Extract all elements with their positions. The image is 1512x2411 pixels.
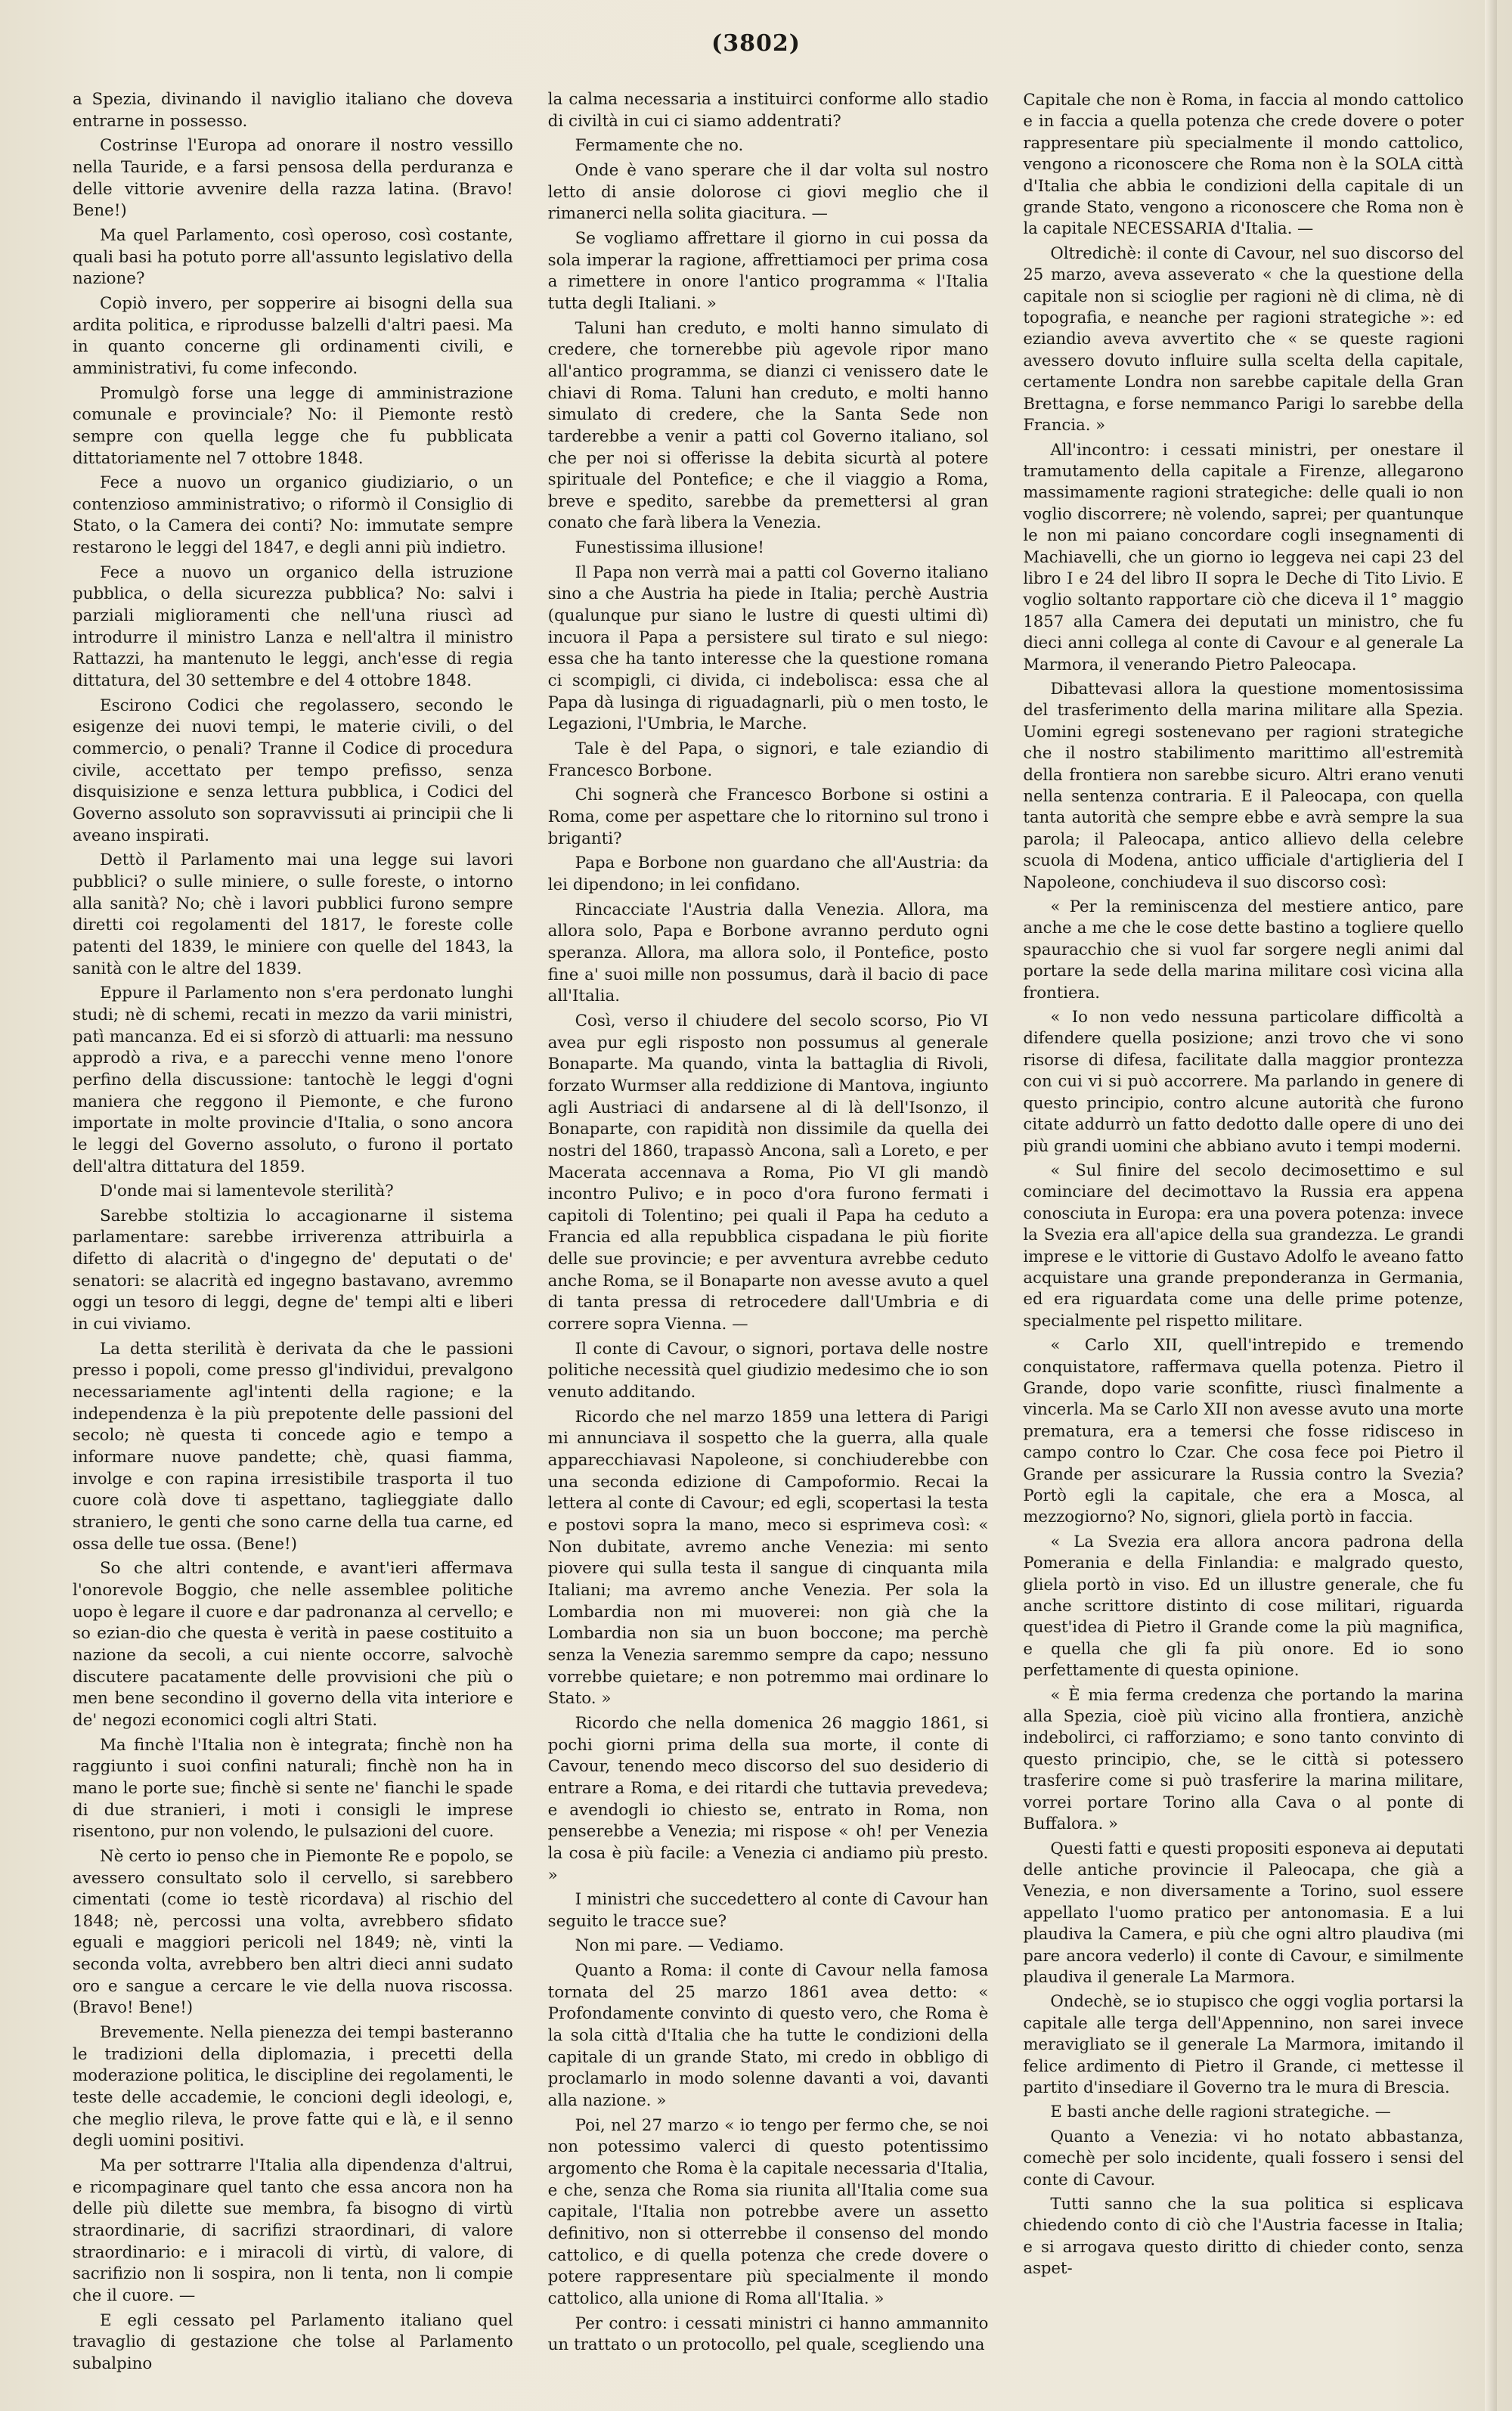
- paragraph: Ma finchè l'Italia non è integrata; finchè non ha raggiunto i suoi confini naturali; finchè non ha in mano le porte sue; finchè si sente ne' fianchi le spade di due stranieri, i moti i consigli le imprese risentono, pur non volendo, le pulsazioni del cuore.: [73, 1735, 513, 1842]
- paragraph: Il conte di Cavour, o signori, portava delle nostre politiche necessità quel giudizio medesimo che io son venuto additando.: [547, 1339, 989, 1402]
- text-columns: [73, 89, 1464, 2381]
- paragraph: Oltredichè: il conte di Cavour, nel suo discorso del 25 marzo, aveva asseverato « che la questione della capitale non si scioglie per ragioni nè di clima, nè di topografia, e neanche per ragioni strategiche »: ed eziandio aveva avvertito che « se queste ragioni avessero dovuto influire sulla scelta della capitale, certamente Londra non sarebbe capitale della Gran Brettagna, e forse nemmanco Parigi lo sarebbe della Francia. »: [1023, 243, 1464, 435]
- paragraph: la calma necessaria a instituirci conforme allo stadio di civiltà in cui ci siamo addentrati?: [547, 90, 989, 131]
- paragraph: So che altri contende, e avant'ieri affermava l'onorevole Boggio, che nelle assemblee politiche uopo è legare il cuore e dar padronanza al cervello; e so ezian-dio che questa è verità in paese costituito a nazione da secoli, a cui niente occorre, salvochè discutere pacatamente delle provvisioni che più o men bene secondino il governo della vita interiore e de' negozi economici cogli altri Stati.: [73, 1559, 513, 1730]
- column-3: [1023, 89, 1464, 2381]
- paragraph: Ondechè, se io stupisco che oggi voglia portarsi la capitale alle terga dell'Appennino, non sarei invece meravigliato se il generale La Marmora, imitando il felice ardimento di Pietro il Grande, ci mettesse il partito d'insediare il Governo tra le mura di Brescia.: [1023, 1991, 1464, 2096]
- paragraph: Eppure il Parlamento non s'era perdonato lunghi studi; nè di schemi, recati in mezzo da varii ministri, patì mancanza. Ed ei si sforzò di attuarli: ma nessuno approdò a riva, e a parecchi venne meno l'onore perfino della discussione: tantochè le leggi d'ogni maniera che reggono il Piemonte, e che furono importate in molte provincie d'Italia, o sono ancora le leggi del Governo assoluto, o furono il portato dell'altra dittatura del 1859.: [73, 984, 513, 1176]
- paragraph: a Spezia, divinando il naviglio italiano che doveva entrarne in possesso.: [73, 90, 513, 131]
- paragraph: Se vogliamo affrettare il giorno in cui possa da sola imperar la ragione, affrettiamoci per prima cosa a rimettere in onore l'antico programma « l'Italia tutta degli Italiani. »: [547, 228, 989, 313]
- paragraph: Questi fatti e questi propositi esponeva ai deputati delle antiche provincie il Paleocapa, che già a Venezia, e non diversamente a Torino, suol essere appellato l'uomo pratico per antonomasia. E a lui plaudiva la Camera, e più che ogni altro plaudiva (mi pare ancora vederlo) il conte di Cavour, e similmente plaudiva il generale La Marmora.: [1023, 1838, 1464, 1986]
- column-1: [73, 89, 513, 2381]
- paragraph: Fece a nuovo un organico giudiziario, o un contenzioso amministrativo; o riformò il Consiglio di Stato, o la Camera dei conti? No: immutate sempre restarono le leggi del 1847, e degli anni più indietro.: [73, 473, 513, 558]
- paragraph: Costrinse l'Europa ad onorare il nostro vessillo nella Tauride, e a farsi pensosa della perduranza e delle vittorie avvenire della razza latina. (Bravo! Bene!): [73, 136, 513, 221]
- paragraph: Sarebbe stoltizia lo accagionarne il sistema parlamentare: sarebbe irriverenza attribuirla a difetto di alacrità o d'ingegno de' deputati o de' senatori: se alacrità ed ingegno bastavano, avremmo oggi un tesoro di leggi, degne de' tempi alti e liberi in cui viviamo.: [73, 1206, 513, 1334]
- paragraph: Nè certo io penso che in Piemonte Re e popolo, se avessero consultato solo il cervello, si sarebbero cimentati (come io testè ricordava) al rischio del 1848; nè, percossi una volta, avrebbero sfidato eguali e maggiori pericoli nel 1849; nè, vinti la seconda volta, avrebbero ben altri dieci anni sudato oro e sangue a cercare le vie della nuova riscossa. (Bravo! Bene!): [73, 1846, 513, 2018]
- paragraph: Escirono Codici che regolassero, secondo le esigenze dei nuovi tempi, le materie civili, o del commercio, o penali? Tranne il Codice di procedura civile, accettato per tempo prefisso, senza disquisizione e senza lettura pubblica, i Codici del Governo assoluto son sopravvissuti ai principii che li aveano inspirati.: [73, 696, 513, 845]
- paragraph: Ricordo che nella domenica 26 maggio 1861, si pochi giorni prima della sua morte, il conte di Cavour, tenendo meco discorso del suo desiderio di entrare a Roma, e dei ritardi che tuttavia prevedeva; e avendogli io chiesto se, entrato in Roma, non penserebbe a Venezia; mi rispose « oh! per Venezia la cosa è più facile: a Venezia ci andiamo più presto. »: [547, 1713, 989, 1885]
- paragraph: La detta sterilità è derivata da che le passioni presso i popoli, come presso gl'individui, prevalgono necessariamente agl'intenti della ragione; e la independenza è la più prepotente delle passioni del secolo; nè questa ti concede agio e tempo a informare nuove pandette; chè, quasi fiamma, involge e con rapina irresistibile trasporta il tuo cuore colà dove ti aspettano, taglieggiate dallo straniero, le genti che sono carne della tua carne, ed ossa delle tue ossa. (Bene!): [73, 1339, 513, 1554]
- paragraph: Papa e Borbone non guardano che all'Austria: da lei dipendono; in lei confidano.: [547, 854, 989, 894]
- paragraph: Ma quel Parlamento, così operoso, così costante, quali basi ha potuto porre all'assunto legislativo della nazione?: [73, 225, 513, 289]
- paragraph: Quanto a Venezia: vi ho notato abbastanza, comechè per solo incidente, quali fossero i sensi del conte di Cavour.: [1023, 2126, 1464, 2189]
- paragraph: Capitale che non è Roma, in faccia al mondo cattolico e in faccia a quella potenza che crede dovere o poter rappresentare più specialmente il mondo cattolico, vengono a riconoscere che Roma non è la SOLA città d'Italia che abbia le condizioni della capitale di un grande Stato, vengono a riconoscere che Roma non è la capitale NECESSARIA d'Italia. —: [1023, 90, 1464, 238]
- paragraph: Quanto a Roma: il conte di Cavour nella famosa tornata del 25 marzo 1861 avea detto: « Profondamente convinto di questo vero, che Roma è la sola città d'Italia che ha tutte le condizioni della capitale di un grande Stato, mi credo in obbligo di proclamarlo in modo solenne davanti a voi, davanti alla nazione. »: [547, 1961, 989, 2111]
- paragraph: Onde è vano sperare che il dar volta sul nostro letto di ansie dolorose ci giovi meglio che il rimanerci nella solita giacitura. —: [547, 160, 989, 224]
- paragraph: Tutti sanno che la sua politica si esplicava chiedendo conto di ciò che l'Austria facesse in Italia; e si arrogava questo diritto di chieder conto, senza aspet-: [1023, 2194, 1464, 2278]
- binding-edge: [1485, 0, 1497, 2411]
- paragraph: Rincacciate l'Austria dalla Venezia. Allora, ma allora solo, Papa e Borbone avranno perduto ogni speranza. Allora, ma allora solo, il Pontefice, posto fine a' suoi mille non possumus, darà il bacio di pace all'Italia.: [547, 900, 989, 1006]
- paragraph: Copiò invero, per sopperire ai bisogni della sua ardita politica, e riprodusse balzelli d'altri paesi. Ma in quanto concerne gli ordinamenti civili, e amministrativi, fu come infecondo.: [73, 293, 513, 378]
- paragraph: « Carlo XII, quell'intrepido e tremendo conquistatore, raffermava quella potenza. Pietro il Grande, dopo varie sconfitte, riuscì finalmente a vincerla. Ma se Carlo XII non avesse avuto una morte prematura, era a temersi che fosse ridisceso in campo contro lo Czar. Che cosa fece poi Pietro il Grande per assicurare la Russia contro la Svezia? Portò egli la capitale, che era a Mosca, al mezzogiorno? No, signori, gliela portò in faccia.: [1023, 1335, 1464, 1526]
- paragraph: E egli cessato pel Parlamento italiano quel travaglio di gestazione che tolse al Parlamento subalpino: [73, 2310, 513, 2373]
- paragraph: All'incontro: i cessati ministri, per onestare il tramutamento della capitale a Firenze, allegarono massimamente ragioni strategiche: delle quali io non voglio discorrere; nè volendo, saprei; per quantunque le non mi paiano concordare cogli insegnamenti di Machiavelli, che un giorno io leggeva nei capi 23 del libro I e 24 del libro II sopra le Deche di Tito Livio. E voglio soltanto rapportare ciò che diceva il 1° maggio 1857 alla Camera dei deputati un ministro, che fu dieci anni collega al conte di Cavour e al generale La Marmora, il venerando Pietro Paleocapa.: [1023, 439, 1464, 674]
- page-number: (3802): [711, 30, 801, 57]
- paragraph: « La Svezia era allora ancora padrona della Pomerania e della Finlandia: e malgrado questo, gliela portò in viso. Ed un illustre generale, che fu anche scrittore distinto di cose militari, riguarda quest'idea di Pietro il Grande come la più magnifica, e quella che gli fa più onore. Ed io sono perfettamente di questa opinione.: [1023, 1531, 1464, 1680]
- paragraph: Poi, nel 27 marzo « io tengo per fermo che, se noi non potessimo valerci di questo potentissimo argomento che Roma è la capitale necessaria d'Italia, e che, senza che Roma sia riunita all'Italia come sua capitale, l'Italia non potrebbe avere un assetto definitivo, non si otterrebbe il consenso del mondo cattolico, e di quella potenza che crede dovere o potere rappresentare più specialmente il mondo cattolico, alla unione di Roma all'Italia. »: [547, 2115, 989, 2308]
- paragraph: I ministri che succedettero al conte di Cavour han seguito le tracce sue?: [547, 1890, 989, 1931]
- paragraph: Taluni han creduto, e molti hanno simulato di credere, che tornerebbe più agevole ripor mano all'antico programma, se dianzi ci venissero date le chiavi di Roma. Taluni han creduto, e molti hanno simulato di credere, che la Santa Sede non tarderebbe a venir a patti col Governo italiano, sol che per noi si offerisse la debita sicurtà al potere spirituale del Pontefice; e che il viaggio a Roma, breve e spedito, sarebbe da premettersi al gran conato che farà libera la Venezia.: [547, 318, 989, 533]
- paragraph: Dettò il Parlamento mai una legge sui lavori pubblici? o sulle miniere, o sulle foreste, o intorno alla sanità? No; chè i lavori pubblici furono sempre diretti coi regolamenti del 1817, le foreste colle patenti del 1839, le miniere con quelle del 1843, la sanità con le altre del 1839.: [73, 851, 513, 978]
- paragraph: Ricordo che nel marzo 1859 una lettera di Parigi mi annunciava il sospetto che la guerra, alla quale apparecchiavasi Napoleone, si conchiuderebbe con una seconda edizione di Campoformio. Recai la lettera al conte di Cavour; ed egli, scopertasi la testa e postovi sopra la mano, meco si esprimeva così: « Non dubitate, avremo anche Venezia: mi sento piovere qui sulla testa il sangue di cinquanta mila Italiani; ma avremo anche Venezia. Per sola la Lombardia non mi muoverei: non già che la Lombardia non sia un buon boccone; ma perchè senza la Venezia saremmo sempre da capo; nessuno vorrebbe quietare; e non potremmo mai ordinare lo Stato. »: [547, 1407, 989, 1709]
- paragraph: « È mia ferma credenza che portando la marina alla Spezia, cioè più vicino alla frontiera, anzichè indebolirci, ci rafforziamo; e sono tanto convinto di questo principio, che, se le città si potessero trasferire come si può trasferire la marina militare, vorrei portare Torino alla Cava o al ponte di Buffalora. »: [1023, 1684, 1464, 1833]
- paragraph: Così, verso il chiudere del secolo scorso, Pio VI avea pur egli risposto non possumus al generale Bonaparte. Ma quando, vinta la battaglia di Rivoli, forzato Wurmser alla reddizione di Mantova, ingiunto agli Austriaci di andarsene al di là dell'Isonzo, il Bonaparte, con rapidità non dissimile da quella dei nostri del 1860, trapassò Ancona, salì a Loreto, e per Macerata accennava a Roma, Pio VI gli mandò incontro Pulivo; e in poco d'ora furono fermati i capitoli di Tolentino; pei quali il Papa ha ceduto a Francia ed alla repubblica cispadana le più fiorite delle sue provincie; e per avventura avrebbe ceduto anche Roma, se il Bonaparte non avesse avuto a quel di tanta pressa di retrocedere dall'Umbria e di correre sopra Vienna. —: [547, 1011, 989, 1334]
- paragraph: Per contro: i cessati ministri ci hanno ammannito un trattato o un protocollo, pel quale, scegliendo una: [547, 2313, 989, 2355]
- paragraph: Funestissima illusione!: [575, 538, 764, 558]
- paragraph: « Per la reminiscenza del mestiere antico, pare anche a me che le cose dette bastino a togliere quello spauracchio che si vuol far sorgere negli animi dal portare la sede della marina militare così vicina alla frontiera.: [1023, 897, 1464, 1002]
- paragraph: Fece a nuovo un organico della istruzione pubblica, o della sicurezza pubblica? No: salvi i parziali miglioramenti che nell'una riuscì ad introdurre il ministro Lanza e nell'altra il ministro Rattazzi, ha mantenuto le leggi, anch'esse di regia dittatura, del 30 settembre e del 4 ottobre 1848.: [73, 562, 513, 691]
- paragraph: D'onde mai si lamentevole sterilità?: [100, 1182, 394, 1201]
- paragraph: « Io non vedo nessuna particolare difficoltà a difendere quella posizione; anzi trovo che vi sono risorse di difesa, facilitate dalla maggior prontezza con cui vi si può accorrere. Ma parlando in genere di questo principio, contro alcune autorità che furono citate addurrò un fatto dedotto dalle opere di uno dei più grandi uomini che abbiano avuto i tempi moderni.: [1023, 1007, 1464, 1155]
- paragraph: Brevemente. Nella pienezza dei tempi basteranno le tradizioni della diplomazia, i precetti della moderazione politica, le discipline dei regolamenti, le teste delle accademie, le concioni degli ideologi, e, che meglio rileva, le prove fatte qui e là, e il senno degli uomini positivi.: [73, 2023, 513, 2151]
- paragraph: Il Papa non verrà mai a patti col Governo italiano sino a che Austria ha piede in Italia; perchè Austria (qualunque pur siano le lustre di questi ultimi dì) incuora il Papa a persistere sul tirato e sul niego: essa che ha tanto interesse che la questione romana ci scompigli, ci divida, ci indebolisca: essa che al Papa dà lusinga di riguadagnarli, più o men tosto, le Legazioni, l'Umbria, le Marche.: [547, 562, 989, 734]
- paragraph: Dibattevasi allora la questione momentosissima del trasferimento della marina militare alla Spezia. Uomini egregi sostenevano per ragioni strategiche che il nostro stabilimento marittimo all'estremità della frontiera non sarebbe sicuro. Altri erano venuti nella sentenza contraria. E il Paleocapa, con quella tanta autorità che sempre ebbe e avrà sempre la sua parola; il Paleocapa, antico allievo della celebre scuola di Modena, antico ufficiale d'artiglieria del I Napoleone, conchiudeva il suo discorso così:: [1023, 678, 1464, 891]
- paragraph: E basti anche delle ragioni strategiche. —: [1050, 2102, 1391, 2121]
- paragraph: Ma per sottrarre l'Italia alla dipendenza d'altrui, e ricompaginare quel tanto che essa ancora non ha delle più dilette sue membra, fa bisogno di virtù straordinarie, di sacrifizi straordinari, di valore straordinario: e i miracoli di virtù, di valore, di sacrifizio non li sospira, non li tenta, non li compie che il cuore. —: [73, 2156, 513, 2305]
- paragraph: Chi sognerà che Francesco Borbone si ostini a Roma, come per aspettare che lo ritornino sul trono i briganti?: [547, 786, 989, 848]
- column-2: [548, 89, 989, 2381]
- paragraph: Tale è del Papa, o signori, e tale eziandio di Francesco Borbone.: [547, 739, 989, 780]
- paragraph: Promulgò forse una legge di amministrazione comunale e provinciale? No: il Piemonte restò sempre con quella legge che fu pubblicata dittatoriamente nel 7 ottobre 1848.: [73, 383, 513, 468]
- paragraph: Non mi pare. — Vediamo.: [575, 1936, 784, 1956]
- paragraph: « Sul finire del secolo decimosettimo e sul cominciare del decimottavo la Russia era appena conosciuta in Europa: era una povera potenza: invece la Svezia era all'apice della sua grandezza. Le grandi imprese e le vittorie di Gustavo Adolfo le aveano fatto acquistare una grande preponderanza in Germania, ed era riguardata come una delle prime potenze, specialmente pel rispetto militare.: [1023, 1160, 1464, 1330]
- paragraph: Fermamente che no.: [575, 136, 744, 156]
